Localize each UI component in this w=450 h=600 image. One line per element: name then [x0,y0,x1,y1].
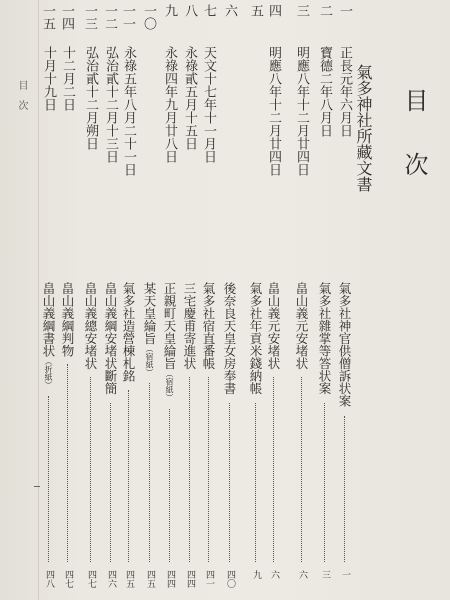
page-tick-mark [34,486,40,487]
entry-date: 十二月二日 [60,46,75,111]
entry-number: 一〇 [141,4,156,30]
entry-number: 九 [162,4,177,17]
entry-number: 一 [337,4,352,17]
entry-document-title: 畠山義元安堵状 [294,282,309,370]
leader-dots [149,383,150,562]
entry-paper-note: （宿紙） [165,369,174,402]
entry-number: 一一 [120,4,135,30]
entry-page-number: 六 [269,570,279,579]
entry-page-number: 四五 [145,570,155,588]
leader-dots [189,377,190,562]
entry-date: 永祿四年九月廿八日 [162,46,177,163]
entry-number: 五 [248,4,263,17]
entry-document-title: 三宅慶甫寄進状 [182,282,197,370]
entry-page-number: 四七 [86,570,96,588]
leader-dots [324,403,325,562]
entry-document-title: 氣多社宿直番帳 [201,282,216,370]
collection-title: 氣多神社所藏文書 [354,64,373,192]
entry-document-title: 畠山義綱判物 [60,282,75,357]
entry-number: 一四 [59,4,74,30]
entry-page-number: 一 [340,570,350,579]
entry-paper-note: （折紙） [44,357,53,389]
entry-document-title: 正親町天皇綸旨（宿紙） [162,282,177,402]
running-head: 目 次 [16,80,27,110]
leader-dots [128,390,129,562]
leader-dots [229,403,230,562]
entry-page-number: 四〇 [225,570,235,588]
entry-paper-note: （宿紙） [145,344,154,377]
leader-dots [67,364,68,562]
entry-page-number: 六 [297,570,307,579]
entry-date: 寶德二年八月日 [317,46,332,137]
entry-date: 永祿五年八月二十一日 [121,46,136,176]
entry-document-title: 畠山義元安堵状 [266,282,281,370]
leader-dots [301,377,302,562]
leader-dots [273,377,274,562]
entry-document-title: 氣多社神官供僧訴状案 [337,282,352,407]
entry-page-number: 四一 [204,570,214,588]
entry-date: 明應八年十二月廿四日 [294,46,309,176]
entry-document-title: 氣多社雜掌等答状案 [317,282,332,395]
entry-number: 八 [182,4,197,17]
leader-dots [169,409,170,562]
entry-document-title: 畠山義綱安堵状斷簡 [103,282,118,395]
entry-page-number: 四八 [44,570,54,588]
entry-date: 天文十七年十一月日 [201,46,216,163]
chapter-title: 目次 [400,88,428,216]
entry-document-title: 畠山義綱書状（折紙） [41,282,56,389]
entry-document-title: 氣多社造營棟札銘 [121,282,136,382]
entry-page-number: 四五 [124,570,134,588]
entry-document-title: 氣多社年貢米錢納帳 [248,282,263,395]
entry-page-number: 四六 [106,570,116,588]
entry-page-number: 四四 [165,570,175,588]
entry-page-number: 九 [251,570,261,579]
leader-dots [90,377,91,562]
entry-page-number: 三 [320,570,330,579]
leader-dots [344,416,345,562]
leader-dots [255,403,256,562]
entry-number: 一三 [82,4,97,30]
leader-dots [48,396,49,562]
leader-dots [208,377,209,562]
entry-date: 弘治貳十二月朔日 [83,46,98,150]
entry-number: 一二 [102,4,117,30]
entry-date: 弘治貳十二月十三日 [103,46,118,163]
entry-date: 永祿貳五月十五日 [182,46,197,150]
entry-date: 正長元年六月日 [337,46,352,137]
entry-page-number: 四四 [185,570,195,588]
entry-page-number: 四七 [63,570,73,588]
page-gutter-line [38,0,39,600]
entry-number: 四 [266,4,281,17]
entry-number: 二 [317,4,332,17]
entry-number: 六 [222,4,237,17]
entry-document-title: 某天皇綸旨（宿紙） [142,282,157,377]
entry-document-title: 畠山義總安堵状 [83,282,98,370]
entry-number: 三 [294,4,309,17]
entry-number: 一五 [40,4,55,30]
leader-dots [110,403,111,562]
entry-date: 十月十九日 [41,46,56,111]
entry-date: 明應八年十二月廿四日 [266,46,281,176]
entry-document-title: 後奈良天皇女房奉書 [222,282,237,395]
entry-number: 七 [201,4,216,17]
